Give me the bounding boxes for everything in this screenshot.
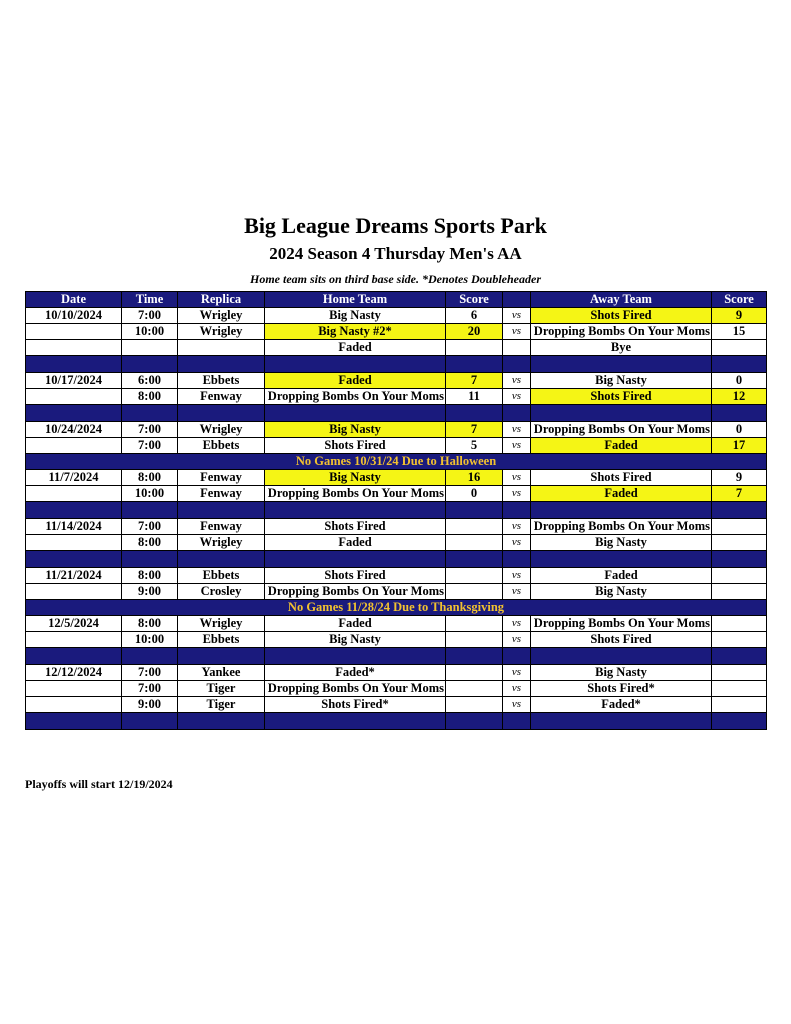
date-cell: 12/5/2024 <box>26 616 122 632</box>
replica-cell: Crosley <box>178 584 265 600</box>
away-team-cell: Shots Fired <box>531 632 712 648</box>
home-score-cell <box>446 568 503 584</box>
time-cell: 8:00 <box>122 616 178 632</box>
separator-cell <box>178 502 265 519</box>
game-row <box>26 616 767 632</box>
separator-cell <box>531 405 712 422</box>
vs-cell: vs <box>503 389 531 405</box>
replica-cell: Yankee <box>178 665 265 681</box>
separator-cell <box>26 713 122 730</box>
home-team-cell: Shots Fired* <box>265 697 446 713</box>
date-cell: 12/12/2024 <box>26 665 122 681</box>
separator-cell <box>712 551 767 568</box>
date-cell: 10/24/2024 <box>26 422 122 438</box>
separator-cell <box>178 648 265 665</box>
replica-cell: Tiger <box>178 697 265 713</box>
vs-cell: vs <box>503 535 531 551</box>
away-team-cell: Shots Fired <box>531 389 712 405</box>
away-team-cell: Bye <box>531 340 712 356</box>
away-score-cell: 15 <box>712 324 767 340</box>
home-team-cell: Shots Fired <box>265 568 446 584</box>
page-subtitle: 2024 Season 4 Thursday Men's AA <box>269 244 522 263</box>
separator-cell <box>446 502 503 519</box>
separator-cell <box>122 356 178 373</box>
away-score-cell <box>712 616 767 632</box>
replica-cell: Wrigley <box>178 422 265 438</box>
vs-cell: vs <box>503 584 531 600</box>
time-cell: 8:00 <box>122 389 178 405</box>
replica-cell: Wrigley <box>178 324 265 340</box>
date-cell: 10/17/2024 <box>26 373 122 389</box>
date-cell <box>26 340 122 356</box>
replica-cell <box>178 340 265 356</box>
vs-cell: vs <box>503 438 531 454</box>
away-score-cell <box>712 697 767 713</box>
home-team-cell: Dropping Bombs On Your Moms <box>265 681 446 697</box>
game-row <box>26 681 767 697</box>
home-team-cell: Dropping Bombs On Your Moms <box>265 389 446 405</box>
no-games-note-row <box>26 454 767 470</box>
separator-cell <box>122 502 178 519</box>
time-cell: 7:00 <box>122 438 178 454</box>
away-team-cell: Big Nasty <box>531 535 712 551</box>
game-row <box>26 568 767 584</box>
separator-cell <box>178 356 265 373</box>
week-separator-row <box>26 502 767 519</box>
vs-cell: vs <box>503 681 531 697</box>
home-team-cell: Faded <box>265 535 446 551</box>
home-score-cell <box>446 584 503 600</box>
playoffs-footer: Playoffs will start 12/19/2024 <box>25 777 173 791</box>
time-cell: 9:00 <box>122 697 178 713</box>
separator-cell <box>122 405 178 422</box>
separator-cell <box>265 502 446 519</box>
separator-cell <box>503 405 531 422</box>
home-score-cell <box>446 697 503 713</box>
time-cell: 10:00 <box>122 486 178 502</box>
replica-cell: Wrigley <box>178 616 265 632</box>
no-games-note: No Games 10/31/24 Due to Halloween <box>26 454 767 470</box>
vs-cell: vs <box>503 308 531 324</box>
home-score-cell: 20 <box>446 324 503 340</box>
date-cell <box>26 438 122 454</box>
home-score-cell: 0 <box>446 486 503 502</box>
home-team-cell: Dropping Bombs On Your Moms <box>265 584 446 600</box>
separator-cell <box>446 648 503 665</box>
separator-cell <box>531 713 712 730</box>
away-score-cell <box>712 535 767 551</box>
replica-cell: Ebbets <box>178 438 265 454</box>
date-cell <box>26 535 122 551</box>
separator-cell <box>265 713 446 730</box>
away-score-cell: 0 <box>712 373 767 389</box>
time-cell: 9:00 <box>122 584 178 600</box>
home-score-cell: 6 <box>446 308 503 324</box>
game-row <box>26 519 767 535</box>
home-score-cell: 7 <box>446 373 503 389</box>
away-team-cell: Big Nasty <box>531 584 712 600</box>
vs-cell: vs <box>503 470 531 486</box>
time-cell: 8:00 <box>122 470 178 486</box>
time-cell: 6:00 <box>122 373 178 389</box>
date-cell <box>26 697 122 713</box>
vs-cell: vs <box>503 697 531 713</box>
home-team-cell: Shots Fired <box>265 438 446 454</box>
header-home-team: Home Team <box>265 292 446 308</box>
vs-cell: vs <box>503 373 531 389</box>
away-score-cell: 7 <box>712 486 767 502</box>
schedule-table <box>25 291 767 730</box>
week-separator-row <box>26 551 767 568</box>
away-team-cell: Dropping Bombs On Your Moms <box>531 616 712 632</box>
separator-cell <box>446 356 503 373</box>
date-cell <box>26 681 122 697</box>
game-row <box>26 308 767 324</box>
replica-cell: Fenway <box>178 389 265 405</box>
separator-cell <box>265 356 446 373</box>
separator-cell <box>712 502 767 519</box>
home-team-cell: Faded <box>265 340 446 356</box>
header-away-team: Away Team <box>531 292 712 308</box>
vs-cell: vs <box>503 422 531 438</box>
header-date: Date <box>26 292 122 308</box>
time-cell: 7:00 <box>122 308 178 324</box>
vs-cell: vs <box>503 486 531 502</box>
home-score-cell: 11 <box>446 389 503 405</box>
away-team-cell: Dropping Bombs On Your Moms <box>531 519 712 535</box>
time-cell: 7:00 <box>122 681 178 697</box>
vs-cell: vs <box>503 616 531 632</box>
replica-cell: Tiger <box>178 681 265 697</box>
separator-cell <box>178 405 265 422</box>
vs-cell: vs <box>503 568 531 584</box>
separator-cell <box>26 551 122 568</box>
game-row <box>26 324 767 340</box>
home-team-cell: Big Nasty #2* <box>265 324 446 340</box>
home-score-cell <box>446 616 503 632</box>
time-cell: 10:00 <box>122 324 178 340</box>
header-replica: Replica <box>178 292 265 308</box>
separator-cell <box>712 356 767 373</box>
home-score-cell <box>446 519 503 535</box>
away-team-cell: Shots Fired <box>531 470 712 486</box>
game-row <box>26 632 767 648</box>
separator-cell <box>446 405 503 422</box>
home-score-cell <box>446 535 503 551</box>
separator-cell <box>712 405 767 422</box>
week-separator-row <box>26 405 767 422</box>
date-cell <box>26 584 122 600</box>
away-team-cell: Shots Fired <box>531 308 712 324</box>
replica-cell: Wrigley <box>178 308 265 324</box>
separator-cell <box>531 356 712 373</box>
home-team-cell: Faded* <box>265 665 446 681</box>
home-team-cell: Big Nasty <box>265 470 446 486</box>
away-score-cell: 17 <box>712 438 767 454</box>
time-cell: 7:00 <box>122 665 178 681</box>
away-score-cell <box>712 584 767 600</box>
away-team-cell: Dropping Bombs On Your Moms <box>531 422 712 438</box>
separator-cell <box>265 648 446 665</box>
vs-cell: vs <box>503 632 531 648</box>
home-team-cell: Faded <box>265 373 446 389</box>
header-vs <box>503 292 531 308</box>
header-time: Time <box>122 292 178 308</box>
time-cell: 8:00 <box>122 568 178 584</box>
home-team-cell: Big Nasty <box>265 422 446 438</box>
header-home-score: Score <box>446 292 503 308</box>
away-score-cell <box>712 632 767 648</box>
away-team-cell: Dropping Bombs On Your Moms <box>531 324 712 340</box>
date-cell <box>26 389 122 405</box>
away-team-cell: Shots Fired* <box>531 681 712 697</box>
vs-cell <box>503 340 531 356</box>
away-team-cell: Big Nasty <box>531 665 712 681</box>
vs-cell: vs <box>503 519 531 535</box>
time-cell: 8:00 <box>122 535 178 551</box>
away-team-cell: Faded <box>531 568 712 584</box>
away-team-cell: Faded <box>531 438 712 454</box>
home-score-cell <box>446 340 503 356</box>
time-cell <box>122 340 178 356</box>
replica-cell: Fenway <box>178 486 265 502</box>
game-row <box>26 665 767 681</box>
away-team-cell: Faded* <box>531 697 712 713</box>
no-games-note: No Games 11/28/24 Due to Thanksgiving <box>26 600 767 616</box>
game-row <box>26 486 767 502</box>
away-score-cell: 9 <box>712 470 767 486</box>
date-cell: 11/7/2024 <box>26 470 122 486</box>
home-team-cell: Big Nasty <box>265 308 446 324</box>
game-row <box>26 373 767 389</box>
separator-cell <box>122 713 178 730</box>
home-score-cell: 7 <box>446 422 503 438</box>
schedule-note: Home team sits on third base side. *Denotes Doubleheader <box>250 272 541 286</box>
separator-cell <box>503 648 531 665</box>
header-row <box>26 292 767 308</box>
separator-cell <box>178 551 265 568</box>
separator-cell <box>503 551 531 568</box>
separator-cell <box>26 502 122 519</box>
game-row <box>26 697 767 713</box>
away-score-cell: 0 <box>712 422 767 438</box>
date-cell <box>26 486 122 502</box>
home-score-cell: 5 <box>446 438 503 454</box>
replica-cell: Fenway <box>178 519 265 535</box>
game-row <box>26 422 767 438</box>
vs-cell: vs <box>503 324 531 340</box>
week-separator-row <box>26 356 767 373</box>
replica-cell: Ebbets <box>178 632 265 648</box>
date-cell <box>26 632 122 648</box>
separator-cell <box>26 405 122 422</box>
separator-cell <box>503 356 531 373</box>
separator-cell <box>446 713 503 730</box>
separator-cell <box>712 713 767 730</box>
separator-cell <box>122 648 178 665</box>
game-row <box>26 438 767 454</box>
home-team-cell: Faded <box>265 616 446 632</box>
home-score-cell <box>446 632 503 648</box>
away-score-cell <box>712 568 767 584</box>
separator-cell <box>265 405 446 422</box>
no-games-note-row <box>26 600 767 616</box>
separator-cell <box>265 551 446 568</box>
time-cell: 7:00 <box>122 422 178 438</box>
away-team-cell: Big Nasty <box>531 373 712 389</box>
replica-cell: Ebbets <box>178 568 265 584</box>
replica-cell: Wrigley <box>178 535 265 551</box>
separator-cell <box>531 502 712 519</box>
game-row <box>26 470 767 486</box>
away-score-cell <box>712 519 767 535</box>
week-separator-row <box>26 713 767 730</box>
date-cell: 11/14/2024 <box>26 519 122 535</box>
home-team-cell: Shots Fired <box>265 519 446 535</box>
separator-cell <box>531 551 712 568</box>
date-cell <box>26 324 122 340</box>
separator-cell <box>712 648 767 665</box>
time-cell: 7:00 <box>122 519 178 535</box>
separator-cell <box>503 713 531 730</box>
date-cell: 11/21/2024 <box>26 568 122 584</box>
away-score-cell <box>712 340 767 356</box>
home-team-cell: Dropping Bombs On Your Moms <box>265 486 446 502</box>
game-row <box>26 340 767 356</box>
separator-cell <box>26 356 122 373</box>
separator-cell <box>503 502 531 519</box>
replica-cell: Fenway <box>178 470 265 486</box>
home-team-cell: Big Nasty <box>265 632 446 648</box>
game-row <box>26 535 767 551</box>
date-cell: 10/10/2024 <box>26 308 122 324</box>
page-title: Big League Dreams Sports Park <box>244 213 547 238</box>
home-score-cell: 16 <box>446 470 503 486</box>
replica-cell: Ebbets <box>178 373 265 389</box>
home-score-cell <box>446 665 503 681</box>
away-score-cell: 12 <box>712 389 767 405</box>
separator-cell <box>446 551 503 568</box>
separator-cell <box>531 648 712 665</box>
away-score-cell: 9 <box>712 308 767 324</box>
home-score-cell <box>446 681 503 697</box>
away-team-cell: Faded <box>531 486 712 502</box>
separator-cell <box>122 551 178 568</box>
week-separator-row <box>26 648 767 665</box>
separator-cell <box>178 713 265 730</box>
separator-cell <box>26 648 122 665</box>
away-score-cell <box>712 681 767 697</box>
time-cell: 10:00 <box>122 632 178 648</box>
game-row <box>26 584 767 600</box>
away-score-cell <box>712 665 767 681</box>
vs-cell: vs <box>503 665 531 681</box>
game-row <box>26 389 767 405</box>
header-away-score: Score <box>712 292 767 308</box>
